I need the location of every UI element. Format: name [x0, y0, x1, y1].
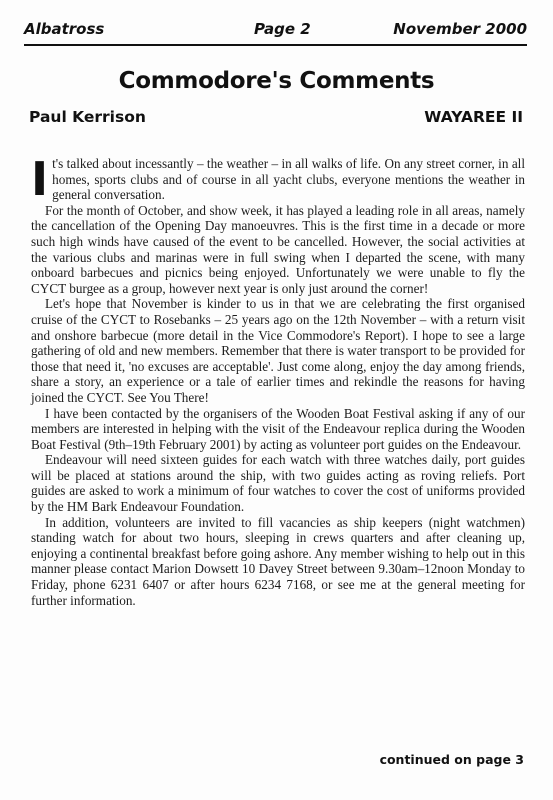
- page-number: Page 2: [254, 20, 311, 38]
- paragraph: In addition, volunteers are invited to fill vacancies as ship keepers (night watchmen) standing watch for about two hours, sleeping in crews quarters and after cleaning up, enjoying a continental breakfast before going ashore. Any member wishing to help out in this manner please contact Marion Dowsett 10 Davey Street between 9.30am–12noon Monday to Friday, phone 6231 6407 or after hours 6234 7168, or see me at the general meeting for further information.: [31, 514, 525, 608]
- paragraph: For the month of October, and show week, it has played a leading role in all areas, namely the cancellation of the Opening Day manoeuvres. This is the first time in a decade or more such high winds have caused of the event to be cancelled. However, the social activities at the various clubs and marinas were in full swing when I departed the scene, with many onboard barbecues and picnics being enjoyed. Unfortunately we were unable to fly the CYCT burgee as a group, however next year is only just around the corner!: [31, 202, 525, 296]
- issue-date: November 2000: [393, 20, 527, 38]
- paragraph: I have been contacted by the organisers of the Wooden Boat Festival asking if any of our members are interested in helping with the visit of the Endeavour replica during the Wooden Boat Festival (9th–19th February 2001) by acting as volunteer port guides on the Endeavour.: [31, 405, 525, 452]
- page-header: [24, 20, 527, 42]
- header-rule: [24, 44, 527, 46]
- paragraph: Let's hope that November is kinder to us in that we are celebrating the first organised cruise of the CYCT to Rosebanks – 25 years ago on the 12th November – with a return visit and onshore barbecue (more detail in the Vice Commodore's Report). I hope to see a large gathering of old and new members. Remember that there is water transport to be provided for those that need it, 'no excuses are acceptable'. Just come along, enjoy the day among friends, share a story, an experience or a tale of earlier times and rekindle the reasons for having joined the CYCT. See You There!: [31, 296, 525, 405]
- paragraph-text: t's talked about incessantly – the weather – in all walks of life. On any street corner, in all homes, sports clubs and of course in all yacht clubs, everyone mentions the weather in general conversation.: [52, 156, 525, 203]
- article-body: [31, 152, 525, 608]
- byline: [29, 108, 523, 130]
- article-title: Commodore's Comments: [118, 68, 435, 94]
- continued-note: continued on page 3: [379, 752, 524, 767]
- author-name: Paul Kerrison: [29, 108, 146, 126]
- publication-name: Albatross: [24, 20, 105, 38]
- drop-cap: I: [31, 152, 49, 206]
- paragraph: Endeavour will need sixteen guides for each watch with three watches daily, port guides will be placed at stations around the ship, with two guides acting as roving reliefs. Port guides are asked to work a minimum of four watches to cover the cost of uniforms provided by the HM Bark Endeavour Foundation.: [31, 452, 525, 515]
- boat-name: WAYAREE II: [424, 108, 523, 126]
- paragraph: [31, 152, 525, 206]
